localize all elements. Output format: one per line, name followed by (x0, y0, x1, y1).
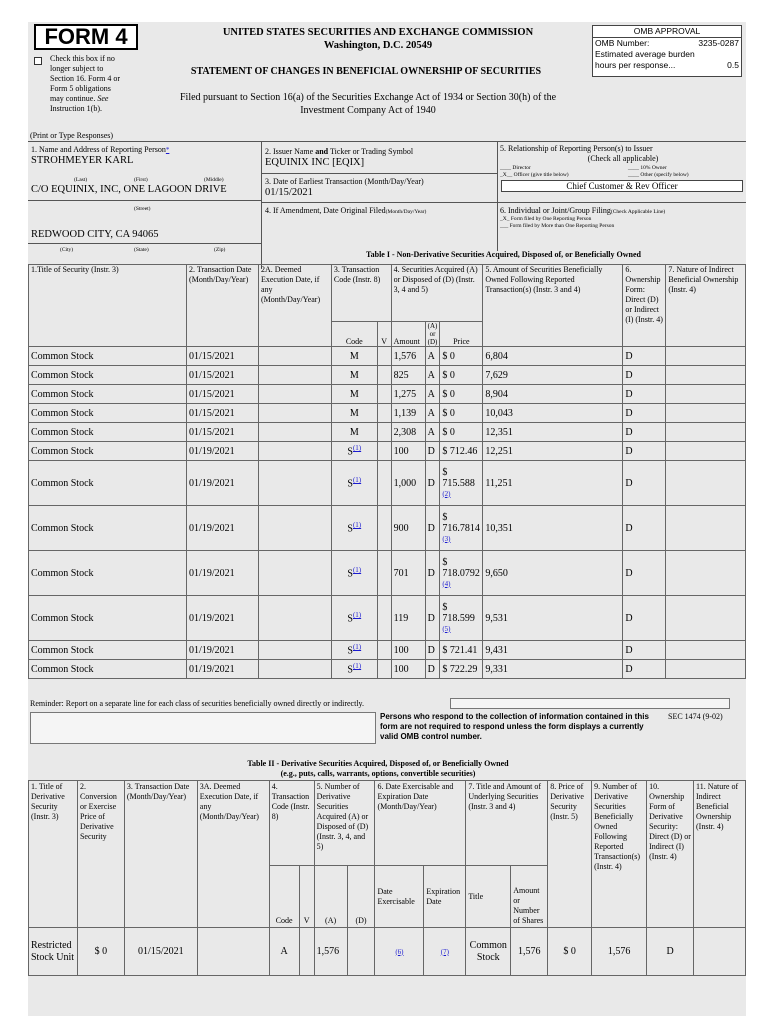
row-code-value: M (349, 388, 359, 400)
row-code (331, 506, 377, 551)
row-nature (666, 551, 746, 596)
print-type-note: (Print or Type Responses) (30, 131, 114, 140)
row-owned: 8,904 (483, 385, 623, 404)
row-code (331, 347, 377, 366)
row-v (377, 551, 391, 596)
t2-deriv-price: $ 0 (548, 928, 592, 976)
row-price: $ 722.29 (440, 660, 483, 679)
earliest-date: 01/15/2021 (265, 187, 313, 198)
row-owned: 11,251 (483, 461, 623, 506)
row-form: D (623, 506, 666, 551)
row-code-footnote[interactable]: (1) (352, 521, 362, 530)
t2-h7: 7. Title and Amount of Underlying Securities (Instr. 3 and 4) (466, 781, 548, 866)
omb-burden-label: Estimated average burden (595, 49, 695, 59)
row-form: D (623, 660, 666, 679)
row-price: $ 0 (440, 404, 483, 423)
row-date: 01/19/2021 (187, 660, 259, 679)
row-v (377, 660, 391, 679)
row-owned: 9,431 (483, 641, 623, 660)
t2-exercisable-footnote[interactable]: (6) (395, 947, 404, 956)
row-aord: D (425, 461, 440, 506)
reporting-person-city: REDWOOD CITY, CA 94065 (31, 229, 159, 240)
reminder-text: Reminder: Report on a separate line for each class of securities beneficially owned directly or indirectly. (30, 699, 365, 708)
t2-sub-amount: Amount or Number of Shares (511, 866, 548, 928)
agency-name: UNITED STATES SECURITIES AND EXCHANGE COMMISSION (222, 27, 534, 38)
row-aord: D (425, 596, 440, 641)
relationship-label: 5. Relationship of Reporting Person(s) to Issuer (500, 144, 653, 153)
table1-row (29, 506, 746, 551)
row-code-value: M (349, 350, 359, 362)
t2-form: D (647, 928, 694, 976)
table1 (28, 264, 746, 679)
table1-row (29, 442, 746, 461)
row-nature (666, 660, 746, 679)
row-amount: 100 (391, 442, 425, 461)
filed-pursuant-line1: Filed pursuant to Section 16(a) of the Securities Exchange Act of 1934 or Section 30(h) of the (179, 92, 557, 103)
table1-row (29, 385, 746, 404)
reporting-person-label: 1. Name and Address of Reporting Person* (31, 145, 170, 154)
t2-nature (694, 928, 746, 976)
row-v (377, 404, 391, 423)
t2-h2: 2. Conversion or Exercise Price of Derivative Security (77, 781, 124, 928)
omb-approval-box (592, 25, 742, 77)
row-title: Common Stock (29, 423, 187, 442)
issuer-name: EQUINIX INC [EQIX] (265, 157, 365, 168)
row-amount: 2,308 (391, 423, 425, 442)
t2-sub-d: (D) (347, 866, 375, 928)
row-price: $ 0 (440, 385, 483, 404)
row-owned: 10,351 (483, 506, 623, 551)
row-deemed-date (258, 596, 331, 641)
row-aord: A (425, 366, 440, 385)
t2-h10: 10. Ownership Form of Derivative Security: Direct (D) or Indirect (I) (Instr. 4) (647, 781, 694, 928)
table2 (28, 780, 746, 976)
row-aord: D (425, 506, 440, 551)
t2-h4: 4. Transaction Code (Instr. 8) (269, 781, 314, 866)
filing-option-one: _X_ Form filed by One Reporting Person (500, 216, 592, 222)
t2-sub-v: V (299, 866, 314, 928)
t2-under-title: Common Stock (466, 928, 511, 976)
row-price-footnote[interactable]: (5) (442, 624, 451, 633)
row-date: 01/19/2021 (187, 551, 259, 596)
row-price-currency: $ (442, 556, 448, 568)
row-date: 01/15/2021 (187, 347, 259, 366)
row-form: D (623, 404, 666, 423)
row-nature (666, 404, 746, 423)
t1-sub-v: V (377, 322, 391, 347)
last-label: (Last) (74, 177, 88, 183)
row-price (440, 551, 483, 596)
row-code-footnote[interactable]: (1) (352, 476, 362, 485)
t2-sub-title: Title (466, 866, 511, 928)
row-owned: 9,531 (483, 596, 623, 641)
t2-deemed-date (197, 928, 269, 976)
row-deemed-date (258, 641, 331, 660)
omb-number-value: 3235-0287 (698, 38, 739, 48)
row-amount: 1,000 (391, 461, 425, 506)
row-form: D (623, 461, 666, 506)
notice-blank-box (30, 712, 376, 744)
filing-option-more: ___ Form filed by More than One Reporting Person (500, 223, 615, 229)
row-price: $ 0 (440, 347, 483, 366)
row-code-footnote[interactable]: (1) (352, 662, 362, 671)
state-label: (State) (134, 247, 149, 253)
row-owned: 9,331 (483, 660, 623, 679)
row-form: D (623, 641, 666, 660)
t1-sub-price: Price (440, 322, 483, 347)
row-owned: 12,351 (483, 423, 623, 442)
row-price-currency: $ (442, 601, 448, 613)
t1-h4: 4. Securities Acquired (A) or Disposed of (D) (Instr. 3, 4 and 5) (391, 265, 483, 322)
row-form: D (623, 596, 666, 641)
row-title: Common Stock (29, 660, 187, 679)
row-code-value: S (347, 645, 353, 657)
officer-title: Chief Customer & Rev Officer (501, 180, 743, 192)
omb-hours-label: hours per response... (595, 60, 676, 70)
table2-title: Table II - Derivative Securities Acquired, Disposed of, or Beneficially Owned (247, 759, 509, 768)
t2-sub-code: Code (269, 866, 299, 928)
table1-row (29, 660, 746, 679)
row-aord: A (425, 423, 440, 442)
row-code (331, 641, 377, 660)
row-price-value: 718.0792 (442, 567, 480, 579)
row-price-value: 718.599 (442, 612, 475, 624)
row-amount: 701 (391, 551, 425, 596)
row-code-value: S (347, 446, 353, 458)
row-v (377, 442, 391, 461)
t2-h11: 11. Nature of Indirect Beneficial Ownership (Instr. 4) (694, 781, 746, 928)
row-v (377, 347, 391, 366)
table1-row (29, 641, 746, 660)
row-owned: 9,650 (483, 551, 623, 596)
t2-v (299, 928, 314, 976)
row-nature (666, 423, 746, 442)
table1-row (29, 551, 746, 596)
row-deemed-date (258, 660, 331, 679)
middle-label: (Middle) (204, 177, 224, 183)
t1-h2a: 2A. Deemed Execution Date, if any (Month/Day/Year) (258, 265, 331, 347)
row-price: $ 721.41 (440, 641, 483, 660)
reporting-person-name: STROHMEYER KARL (31, 155, 134, 166)
row-code-value: S (347, 523, 353, 535)
street-label: (Street) (134, 206, 151, 212)
t2-sub-a: (A) (314, 866, 347, 928)
row-date: 01/19/2021 (187, 506, 259, 551)
row-deemed-date (258, 366, 331, 385)
zip-label: (Zip) (214, 247, 226, 253)
row-v (377, 641, 391, 660)
t2-h8: 8. Price of Derivative Security (Instr. 5) (548, 781, 592, 928)
row-form: D (623, 551, 666, 596)
row-code (331, 385, 377, 404)
t2-h3a: 3A. Deemed Execution Date, if any (Month/Day/Year) (197, 781, 269, 928)
director-option: ____ Director (500, 165, 531, 171)
checkbox-instructions: Check this box if no longer subject to Section 16. Form 4 or Form 5 obligations may continue. See Instruction 1(b). (50, 54, 120, 113)
row-code (331, 423, 377, 442)
row-code-value: S (347, 568, 353, 580)
row-code (331, 461, 377, 506)
reporting-person-footnote[interactable]: * (165, 146, 170, 154)
row-code-footnote[interactable]: (1) (352, 611, 362, 620)
row-amount: 119 (391, 596, 425, 641)
table1-row (29, 404, 746, 423)
statement-title: STATEMENT OF CHANGES IN BENEFICIAL OWNERSHIP OF SECURITIES (190, 66, 542, 77)
row-date: 01/19/2021 (187, 641, 259, 660)
row-price-value: 716.7814 (442, 522, 480, 534)
t2-h5: 5. Number of Derivative Securities Acquired (A) or Disposed of (D) (Instr. 3, 4, and 5) (314, 781, 375, 866)
row-deemed-date (258, 461, 331, 506)
t2-date: 01/15/2021 (124, 928, 197, 976)
row-deemed-date (258, 506, 331, 551)
row-v (377, 461, 391, 506)
row-date: 01/15/2021 (187, 423, 259, 442)
row-aord: D (425, 660, 440, 679)
row-title: Common Stock (29, 596, 187, 641)
sec-number: SEC 1474 (9-02) (668, 712, 723, 721)
omb-number-label: OMB Number: (595, 38, 650, 48)
reporting-person-address: C/O EQUINIX, INC, ONE LAGOON DRIVE (31, 184, 227, 195)
row-title: Common Stock (29, 442, 187, 461)
row-date: 01/19/2021 (187, 596, 259, 641)
t2-sub-expiration: Expiration Date (424, 866, 466, 928)
row-price-footnote[interactable]: (4) (442, 579, 451, 588)
row-aord: D (425, 641, 440, 660)
row-amount: 1,139 (391, 404, 425, 423)
row-aord: A (425, 347, 440, 366)
row-nature (666, 385, 746, 404)
t2-h9: 9. Number of Derivative Securities Beneficially Owned Following Reported Transaction(s) (Instr. 4) (592, 781, 647, 928)
row-price-currency: $ (442, 466, 448, 478)
row-deemed-date (258, 347, 331, 366)
row-nature (666, 366, 746, 385)
row-price-value: 715.588 (442, 477, 475, 489)
table1-row (29, 461, 746, 506)
row-price: $ 0 (440, 423, 483, 442)
row-form: D (623, 385, 666, 404)
row-nature (666, 442, 746, 461)
row-form: D (623, 366, 666, 385)
form-title: FORM 4 (34, 24, 138, 50)
row-price (440, 461, 483, 506)
row-nature (666, 596, 746, 641)
t1-h5: 5. Amount of Securities Beneficially Owned Following Reported Transaction(s) (Instr. 3 and 4) (483, 265, 623, 347)
t2-sub-exercisable: Date Exercisable (375, 866, 424, 928)
reminder-blank-box (450, 698, 730, 709)
row-code-value: M (349, 407, 359, 419)
form-page (28, 22, 746, 1016)
row-code-value: M (349, 369, 359, 381)
officer-option: _X__ Officer (give title below) (500, 172, 569, 178)
t2-title: Restricted Stock Unit (29, 928, 78, 976)
row-code-value: S (347, 613, 353, 625)
row-amount: 1,576 (391, 347, 425, 366)
row-nature (666, 347, 746, 366)
row-price: $ 712.46 (440, 442, 483, 461)
row-title: Common Stock (29, 366, 187, 385)
row-price-currency: $ (442, 511, 448, 523)
row-form: D (623, 442, 666, 461)
row-owned: 10,043 (483, 404, 623, 423)
row-nature (666, 506, 746, 551)
t2-h1: 1. Title of Derivative Security (Instr. 3) (29, 781, 78, 928)
row-date: 01/15/2021 (187, 404, 259, 423)
table1-title: Table I - Non-Derivative Securities Acquired, Disposed of, or Beneficially Owned (366, 250, 641, 259)
other-option: ____ Other (specify below) (628, 172, 689, 178)
t1-sub-aord: (A) or (D) (425, 322, 440, 347)
row-amount: 825 (391, 366, 425, 385)
row-v (377, 506, 391, 551)
earliest-date-label: 3. Date of Earliest Transaction (Month/Day/Year) (265, 177, 424, 186)
issuer-label: 2. Issuer Name and Ticker or Trading Symbol (265, 147, 414, 156)
t1-sub-amount: Amount (391, 322, 425, 347)
row-v (377, 596, 391, 641)
t1-h2: 2. Transaction Date (Month/Day/Year) (187, 265, 259, 347)
row-deemed-date (258, 423, 331, 442)
t2-price: $ 0 (77, 928, 124, 976)
filed-pursuant-line2: Investment Company Act of 1940 (300, 105, 436, 116)
row-amount: 1,275 (391, 385, 425, 404)
row-owned: 12,251 (483, 442, 623, 461)
row-code (331, 366, 377, 385)
row-deemed-date (258, 442, 331, 461)
t1-h6: 6. Ownership Form: Direct (D) or Indirect (I) (Instr. 4) (623, 265, 666, 347)
row-v (377, 366, 391, 385)
t2-owned: 1,576 (592, 928, 647, 976)
t2-under-amount: 1,576 (511, 928, 548, 976)
t2-row (29, 928, 746, 976)
agency-city: Washington, D.C. 20549 (323, 40, 433, 51)
row-owned: 6,804 (483, 347, 623, 366)
amendment-label: 4. If Amendment, Date Original Filed(Month/Day/Year) (265, 206, 427, 215)
t1-sub-code: Code (331, 322, 377, 347)
row-owned: 7,629 (483, 366, 623, 385)
row-code (331, 442, 377, 461)
row-date: 01/15/2021 (187, 385, 259, 404)
row-price (440, 506, 483, 551)
row-aord: A (425, 385, 440, 404)
row-code-footnote[interactable]: (1) (352, 643, 362, 652)
row-code-value: M (349, 426, 359, 438)
row-code-footnote[interactable]: (1) (352, 566, 362, 575)
row-code (331, 404, 377, 423)
row-price: $ 0 (440, 366, 483, 385)
row-date: 01/15/2021 (187, 366, 259, 385)
row-deemed-date (258, 404, 331, 423)
row-deemed-date (258, 385, 331, 404)
filing-type-label: 6. Individual or Joint/Group Filing(Check Applicable Line) (500, 206, 666, 215)
row-date: 01/19/2021 (187, 461, 259, 506)
t2-expiration-footnote[interactable]: (7) (440, 947, 449, 956)
t2-h6: 6. Date Exercisable and Expiration Date (Month/Day/Year) (375, 781, 466, 866)
first-label: (First) (134, 177, 148, 183)
row-aord: A (425, 404, 440, 423)
row-v (377, 423, 391, 442)
row-v (377, 385, 391, 404)
row-title: Common Stock (29, 404, 187, 423)
row-nature (666, 641, 746, 660)
t2-code: A (269, 928, 299, 976)
owner-option: ____ 10% Owner (628, 165, 667, 171)
table1-row (29, 596, 746, 641)
row-nature (666, 461, 746, 506)
row-aord: D (425, 551, 440, 596)
row-code-value: S (347, 664, 353, 676)
t1-h7: 7. Nature of Indirect Beneficial Ownership (Instr. 4) (666, 265, 746, 347)
t2-h3: 3. Transaction Date (Month/Day/Year) (124, 781, 197, 928)
row-amount: 900 (391, 506, 425, 551)
row-title: Common Stock (29, 347, 187, 366)
row-title: Common Stock (29, 551, 187, 596)
t2-acquired: 1,576 (314, 928, 347, 976)
t2-disposed (347, 928, 375, 976)
row-deemed-date (258, 551, 331, 596)
row-amount: 100 (391, 660, 425, 679)
table1-row (29, 347, 746, 366)
row-price-footnote[interactable]: (2) (442, 489, 451, 498)
row-date: 01/19/2021 (187, 442, 259, 461)
relationship-sub: (Check all applicable) (587, 154, 659, 163)
row-price-footnote[interactable]: (3) (442, 534, 451, 543)
row-aord: D (425, 442, 440, 461)
city-label: (City) (60, 247, 74, 253)
row-code (331, 660, 377, 679)
omb-title: OMB APPROVAL (593, 26, 741, 38)
row-price (440, 596, 483, 641)
no-longer-subject-checkbox[interactable] (34, 57, 42, 65)
row-title: Common Stock (29, 461, 187, 506)
row-form: D (623, 347, 666, 366)
row-title: Common Stock (29, 385, 187, 404)
omb-hours-value: 0.5 (727, 60, 739, 70)
row-amount: 100 (391, 641, 425, 660)
t1-h1: 1.Title of Security (Instr. 3) (29, 265, 187, 347)
row-code-value: S (347, 478, 353, 490)
row-code (331, 596, 377, 641)
row-form: D (623, 423, 666, 442)
row-code (331, 551, 377, 596)
table1-row (29, 423, 746, 442)
row-title: Common Stock (29, 641, 187, 660)
t1-h3: 3. Transaction Code (Instr. 8) (331, 265, 391, 322)
table2-subtitle: (e.g., puts, calls, warrants, options, convertible securities) (280, 769, 476, 778)
persons-notice: Persons who respond to the collection of information contained in this form are not required to respond unless the form displays a currently valid OMB control number. (380, 712, 649, 741)
row-title: Common Stock (29, 506, 187, 551)
table1-row (29, 366, 746, 385)
row-code-footnote[interactable]: (1) (352, 444, 362, 453)
